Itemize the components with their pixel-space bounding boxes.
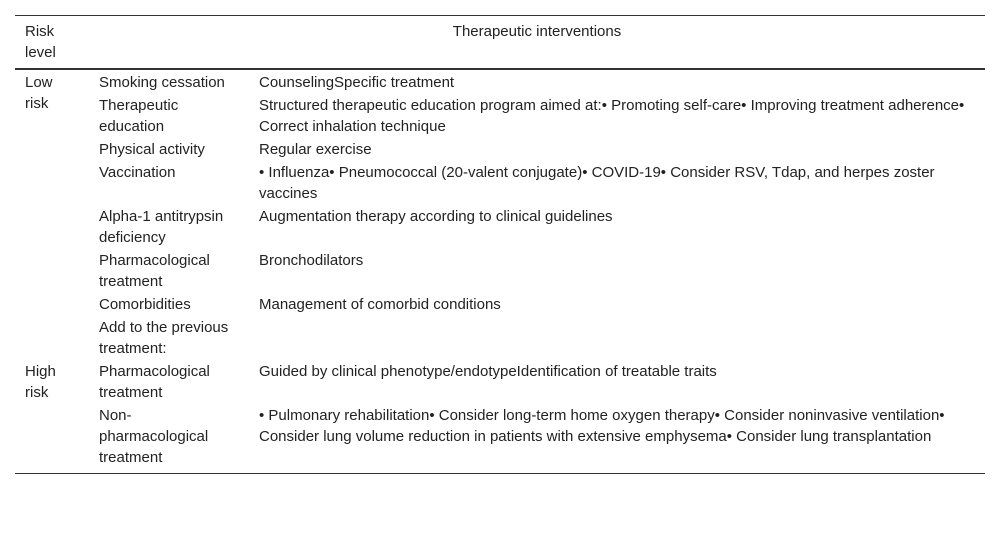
risk-level-cell: Low risk: [25, 74, 53, 112]
table-row: [15, 293, 985, 316]
category-cell: Alpha-1 antitrypsin deficiency: [99, 208, 224, 246]
table-row: [15, 316, 985, 360]
table-row: [15, 161, 985, 205]
intervention-cell: [249, 316, 985, 360]
risk-level-cell: [15, 316, 89, 360]
category-cell: Comorbidities: [99, 296, 191, 313]
category-cell: Smoking cessation: [99, 74, 225, 91]
risk-level-cell: High risk: [25, 363, 56, 401]
category-cell: Pharmacological treatment: [99, 252, 210, 290]
header-risk-level: Risk level: [25, 23, 56, 61]
header-row: [15, 16, 985, 70]
category-cell: Pharmacological treatment: [99, 363, 210, 401]
intervention-cell: Structured therapeutic education program aimed at:• Promoting self-care• Improving treatment adherence• Correct inhalation technique: [259, 97, 965, 135]
intervention-cell: Management of comorbid conditions: [259, 296, 501, 313]
table-row: [15, 360, 985, 404]
therapeutic-interventions-table-container: [15, 15, 985, 474]
table-row: [15, 205, 985, 249]
table-row: [15, 249, 985, 293]
table-row: [15, 69, 985, 94]
intervention-cell: CounselingSpecific treatment: [259, 74, 455, 91]
therapeutic-interventions-table: [15, 15, 985, 474]
category-cell: Physical activity: [99, 141, 205, 158]
category-cell: Non-pharmacological treatment: [99, 407, 209, 466]
intervention-cell: Regular exercise: [259, 141, 372, 158]
intervention-cell: • Influenza• Pneumococcal (20-valent conjugate)• COVID-19• Consider RSV, Tdap, and herpes zoster vaccines: [259, 164, 935, 202]
intervention-cell: Guided by clinical phenotype/endotypeIdentification of treatable traits: [259, 363, 717, 380]
intervention-cell: Bronchodilators: [259, 252, 364, 269]
intervention-cell: • Pulmonary rehabilitation• Consider long-term home oxygen therapy• Consider noninvasive ventilation• Consider lung volume reduction in patients with extensive emphysema• Consider lung transplantation: [259, 407, 945, 445]
table-row: [15, 94, 985, 138]
table-row: [15, 138, 985, 161]
category-cell: Therapeutic education: [99, 97, 179, 135]
table-row: [15, 404, 985, 474]
table-header: [15, 16, 985, 70]
category-cell: Vaccination: [99, 164, 176, 181]
category-cell: Add to the previous treatment:: [99, 319, 229, 357]
header-therapeutic-interventions: Therapeutic interventions: [452, 23, 622, 40]
table-body: [15, 69, 985, 474]
intervention-cell: Augmentation therapy according to clinical guidelines: [259, 208, 613, 225]
